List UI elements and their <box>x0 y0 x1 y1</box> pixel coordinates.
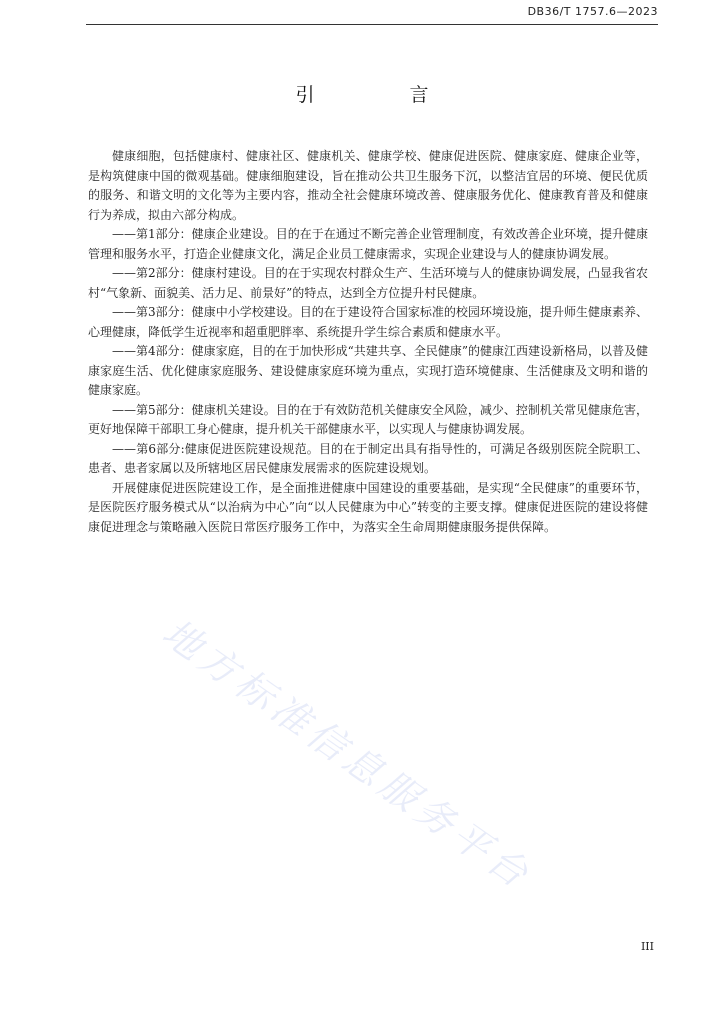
header-rule <box>86 24 658 25</box>
paragraph-intro: 健康细胞，包括健康村、健康社区、健康机关、健康学校、健康促进医院、健康家庭、健康企业等，是构筑健康中国的微观基础。健康细胞建设，旨在推动公共卫生服务下沉，以整洁宜居的环境、便民优质的服务、和谐文明的文化等为主要内容，推动全社会健康环境改善、健康服务优化、健康教育普及和健康行为养成，拟由六部分构成。 <box>88 149 648 222</box>
body-text <box>88 147 648 537</box>
paragraph-part-2: ——第2部分：健康村建设。目的在于实现农村群众生产、生活环境与人的健康协调发展，凸显我省农村“气象新、面貌美、活力足、前景好”的特点，达到全方位提升村民健康。 <box>88 266 648 300</box>
paragraph-conclusion: 开展健康促进医院建设工作，是全面推进健康中国建设的重要基础，是实现“全民健康”的重要环节，是医院医疗服务模式从“以治病为中心”向“以人民健康为中心”转变的主要支撑。健康促进医院的建设将健康促进理念与策略融入医院日常医疗服务工作中，为落实全生命周期健康服务提供保障。 <box>88 480 648 534</box>
page-number: III <box>640 940 654 953</box>
paragraph-part-3: ——第3部分：健康中小学校建设。目的在于建设符合国家标准的校园环境设施，提升师生健康素养、心理健康，降低学生近视率和超重肥胖率、系统提升学生综合素质和健康水平。 <box>88 305 648 339</box>
page-title: 引 言 <box>295 84 467 106</box>
paragraph-part-1: ——第1部分：健康企业建设。目的在于在通过不断完善企业管理制度，有效改善企业环境，提升健康管理和服务水平，打造企业健康文化，满足企业员工健康需求，实现企业建设与人的健康协调发展。 <box>88 227 648 261</box>
paragraph-part-5: ——第5部分：健康机关建设。目的在于有效防范机关健康安全风险，减少、控制机关常见健康危害，更好地保障干部职工身心健康，提升机关干部健康水平，以实现人与健康协调发展。 <box>88 402 648 436</box>
paragraph-part-4: ——第4部分：健康家庭，目的在于加快形成“共建共享、全民健康”的健康江西建设新格局，以普及健康家庭生活、优化健康家庭服务、建设健康家庭环境为重点，实现打造环境健康、生活健康及文明和谐的健康家庭。 <box>88 344 648 397</box>
watermark: 地方标准信息服务平台 <box>154 610 541 899</box>
paragraph-part-6: ——第6部分:健康促进医院建设规范。目的在于制定出具有指导性的，可满足各级别医院全院职工、患者、患者家属以及所辖地区居民健康发展需求的医院建设规划。 <box>88 441 648 475</box>
standard-code: DB36/T 1757.6—2023 <box>527 5 658 18</box>
